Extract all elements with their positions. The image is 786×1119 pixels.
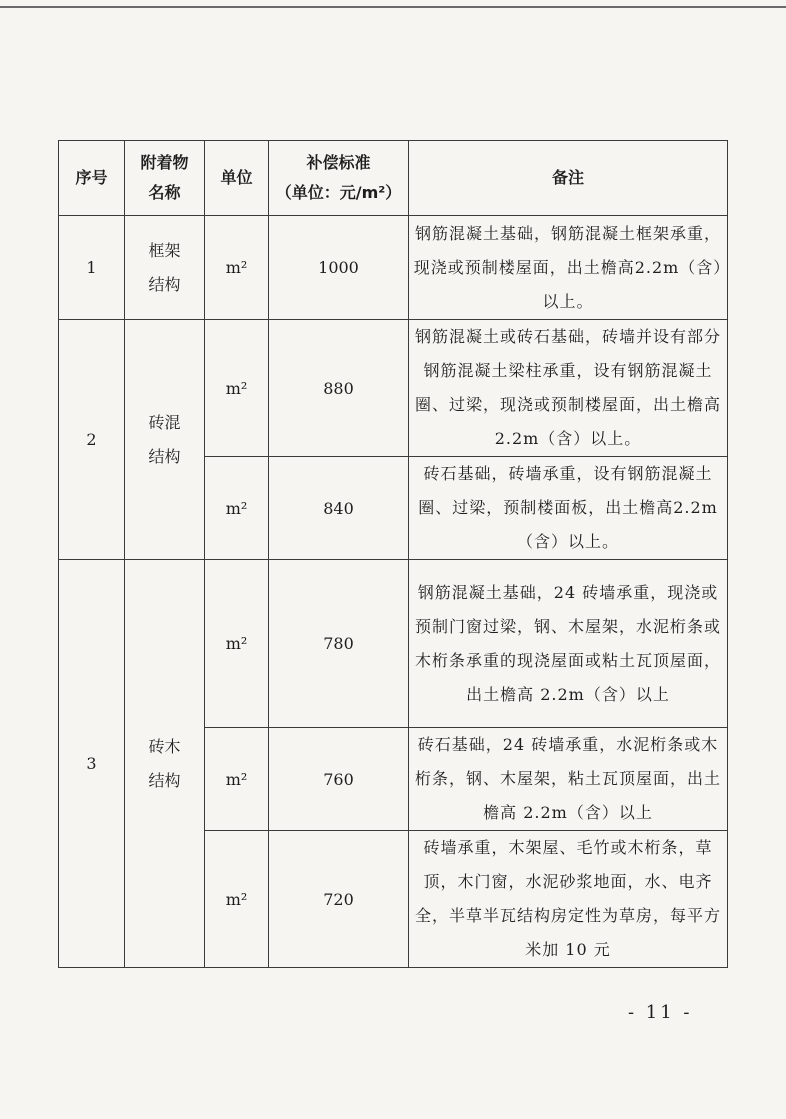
header-price — [269, 141, 409, 216]
row-note: 钢筋混凝土基础，钢筋混凝土框架承重，现浇或预制楼屋面，出土檐高2.2m（含）以上。 — [409, 216, 728, 320]
table-row — [59, 216, 728, 320]
row-note: 砖石基础，24 砖墙承重，水泥桁条或木桁条，钢、木屋架，粘土瓦顶屋面，出土檐高 2.2m（含）以上 — [409, 728, 728, 831]
row-note: 钢筋混凝土或砖石基础，砖墙并设有部分钢筋混凝土梁柱承重，设有钢筋混凝土圈、过梁，现浇或预制楼屋面，出土檐高 2.2m（含）以上。 — [409, 320, 728, 457]
row-seq: 2 — [59, 320, 125, 560]
page-number: - 11 - — [628, 1002, 693, 1023]
row-price: 780 — [269, 560, 409, 728]
header-unit: 单位 — [205, 141, 269, 216]
row-unit: m² — [205, 831, 269, 968]
row-price: 760 — [269, 728, 409, 831]
top-border-line — [0, 6, 786, 8]
row-name — [125, 320, 205, 560]
row-name — [125, 560, 205, 968]
row-name-line1: 框架 — [148, 240, 181, 260]
row-unit: m² — [205, 728, 269, 831]
header-name-line2: 名称 — [148, 183, 181, 202]
row-unit: m² — [205, 320, 269, 457]
row-name-line1: 砖混 — [148, 412, 181, 432]
header-name — [125, 141, 205, 216]
row-price: 880 — [269, 320, 409, 457]
row-unit: m² — [205, 560, 269, 728]
table-header-row — [59, 141, 728, 216]
row-price: 720 — [269, 831, 409, 968]
compensation-table — [58, 140, 728, 968]
row-note: 砖墙承重，木架屋、毛竹或木桁条，草顶，木门窗，水泥砂浆地面，水、电齐全，半草半瓦结构房定性为草房，每平方米加 10 元 — [409, 831, 728, 968]
header-note: 备注 — [409, 141, 728, 216]
table-row — [59, 560, 728, 728]
row-name-line2: 结构 — [148, 770, 181, 790]
row-name-line1: 砖木 — [148, 736, 181, 756]
row-name — [125, 216, 205, 320]
header-price-line1: 补偿标准 — [306, 153, 371, 172]
row-note: 砖石基础，砖墙承重，设有钢筋混凝土圈、过梁，预制楼面板，出土檐高2.2m（含）以上。 — [409, 457, 728, 560]
row-unit: m² — [205, 216, 269, 320]
row-seq: 1 — [59, 216, 125, 320]
row-name-line2: 结构 — [148, 274, 181, 294]
header-seq: 序号 — [59, 141, 125, 216]
table-row — [59, 320, 728, 457]
header-name-line1: 附着物 — [140, 153, 189, 172]
row-seq: 3 — [59, 560, 125, 968]
row-name-line2: 结构 — [148, 446, 181, 466]
row-price: 1000 — [269, 216, 409, 320]
row-price: 840 — [269, 457, 409, 560]
header-price-line2: （单位：元/m²） — [275, 183, 402, 202]
row-unit: m² — [205, 457, 269, 560]
row-note: 钢筋混凝土基础，24 砖墙承重，现浇或预制门窗过梁，钢、木屋架，水泥桁条或木桁条承重的现浇屋面或粘土瓦顶屋面，出土檐高 2.2m（含）以上 — [409, 560, 728, 728]
